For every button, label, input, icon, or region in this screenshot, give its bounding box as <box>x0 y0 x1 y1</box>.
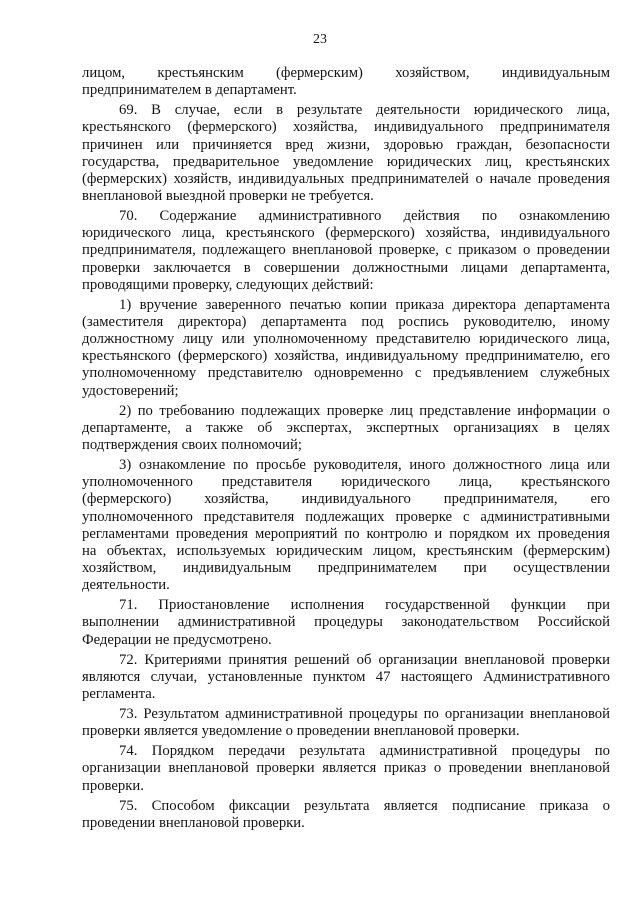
paragraph <box>82 597 610 648</box>
paragraph <box>82 743 610 794</box>
text-line: проверки заключается в совершении должностными лицами департамента, <box>82 259 610 276</box>
text-line: 72. Критериями принятия решений об организации внеплановой проверки <box>119 651 610 668</box>
text-line: 74. Порядком передачи результата административной процедуры по <box>119 743 610 760</box>
text-line: хозяйством, индивидуальным предпринимателем при осуществлении <box>82 559 610 576</box>
paragraph <box>82 297 610 400</box>
text-line: деятельности. <box>82 577 170 594</box>
text-line: (фермерского) хозяйства, индивидуального предпринимателя, его <box>82 491 610 508</box>
text-line: выполнении административной процедуры законодательством Российской <box>82 614 610 631</box>
text-line: государства, предварительное уведомление юридических лиц, крестьянских <box>82 153 610 170</box>
text-line: 69. В случае, если в результате деятельности юридического лица, <box>119 102 610 119</box>
paragraph <box>82 208 610 294</box>
text-line: регламентами проведения мероприятий по контролю и порядком их проведения <box>82 525 610 542</box>
paragraph <box>82 457 610 594</box>
text-line: должностному лицу или уполномоченному представителю юридического лица, <box>82 331 610 348</box>
text-line: регламента. <box>82 685 156 702</box>
text-line: организации внеплановой проверки является приказ о проведении внеплановой <box>82 760 610 777</box>
text-line: причинен или причиняется вред жизни, здоровью граждан, безопасности <box>82 136 610 153</box>
text-line: внеплановой выездной проверки не требуется. <box>82 187 374 204</box>
paragraph <box>82 652 610 703</box>
page-number: 23 <box>313 32 327 47</box>
text-line: юридического лица, крестьянского (фермерского) хозяйства, индивидуального <box>82 225 610 242</box>
text-line: 71. Приостановление исполнения государственной функции при <box>119 597 610 614</box>
text-line: уполномоченному представителю одновременно с предъявлением служебных <box>82 365 610 382</box>
text-line: лицом, крестьянским (фермерским) хозяйством, индивидуальным <box>82 65 610 81</box>
text-line: крестьянского (фермерского) хозяйства, индивидуального предпринимателя <box>82 119 610 136</box>
text-line: 3) ознакомление по просьбе руководителя, иного должностного лица или <box>119 457 610 474</box>
text-line: Федерации не предусмотрено. <box>82 631 272 648</box>
text-line: предпринимателя, подлежащего внеплановой проверке, с приказом о проведении <box>82 242 610 259</box>
text-line: подтверждения своих полномочий; <box>82 436 302 453</box>
text-line: 2) по требованию подлежащих проверке лиц представление информации о <box>119 402 610 419</box>
text-line: 73. Результатом административной процедуры по организации внеплановой <box>119 706 610 723</box>
text-line: 75. Способом фиксации результата является подписание приказа о <box>119 797 610 814</box>
text-line: проведении внеплановой проверки. <box>82 814 305 831</box>
paragraph <box>82 65 610 99</box>
paragraph <box>82 403 610 454</box>
text-line: (фермерских) хозяйств, индивидуальных предпринимателей о начале проведения <box>82 170 610 187</box>
text-line: 70. Содержание административного действия по ознакомлению <box>119 208 610 225</box>
paragraph <box>82 798 610 832</box>
text-line: уполномоченного представителя юридического лица, крестьянского <box>82 474 610 491</box>
text-line: (заместителя директора) департамента под роспись руководителю, иному <box>82 313 610 330</box>
document-body <box>82 65 610 832</box>
text-line: являются случаи, установленные пунктом 47 настоящего Административного <box>82 668 610 685</box>
text-line: предпринимателем в департамент. <box>82 82 297 99</box>
text-line: на объектах, используемых юридическим лицом, крестьянским (фермерским) <box>82 542 610 559</box>
text-line: департаменте, а также об экспертах, экспертных организациях в целях <box>82 419 610 436</box>
text-line: проводящими проверку, следующих действий: <box>82 276 374 293</box>
text-line: проверки. <box>82 777 144 794</box>
paragraph <box>82 102 610 205</box>
text-line: уполномоченного представителя подлежащих проверке с административными <box>82 508 610 525</box>
text-line: проверки является уведомление о проведении внеплановой проверки. <box>82 723 520 740</box>
text-line: крестьянского (фермерского) хозяйства, индивидуальному предпринимателю, его <box>82 348 610 365</box>
text-line: 1) вручение заверенного печатью копии приказа директора департамента <box>119 296 610 313</box>
text-line: удостоверений; <box>82 382 179 399</box>
paragraph <box>82 706 610 740</box>
